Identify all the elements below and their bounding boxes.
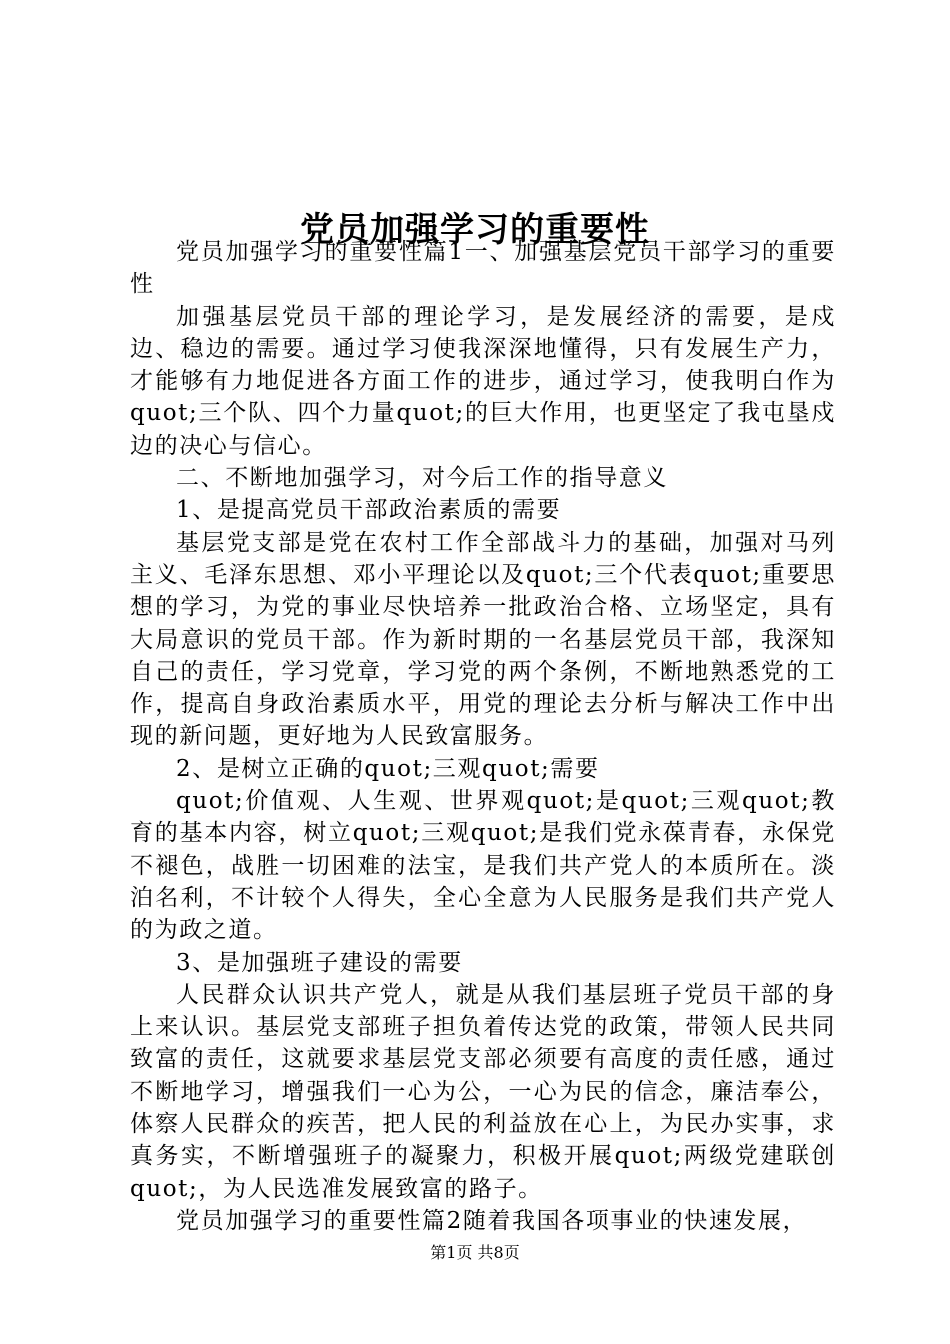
paragraph: 加强基层党员干部的理论学习，是发展经济的需要，是戍边、稳边的需要。通过学习使我深深地懂得，只有发展生产力，才能够有力地促进各方面工作的进步，通过学习，使我明白作为quot;三个队、四个力量quot;的巨大作用，也更坚定了我屯垦戍边的决心与信心。	[130, 303, 836, 459]
document-title: 党员加强学习的重要性	[300, 209, 650, 250]
subsection-heading: 2、是树立正确的quot;三观quot;需要	[176, 755, 600, 782]
paragraph: 党员加强学习的重要性篇1一、加强基层党员干部学习的重要性	[130, 239, 836, 298]
paragraph: 基层党支部是党在农村工作全部战斗力的基础，加强对马列主义、毛泽东思想、邓小平理论以及quot;三个代表quot;重要思想的学习，为党的事业尽快培养一批政治合格、立场坚定，具有大局意识的党员干部。作为新时期的一名基层党员干部，我深知自己的责任，学习党章，学习党的两个条例，不断地熟悉党的工作，提高自身政治素质水平，用党的理论去分析与解决工作中出现的新问题，更好地为人民致富服务。	[130, 529, 836, 750]
section-heading: 二、不断地加强学习，对今后工作的指导意义	[176, 465, 668, 492]
paragraph: 党员加强学习的重要性篇2随着我国各项事业的快速发展，	[176, 1207, 808, 1234]
paragraph: quot;价值观、人生观、世界观quot;是quot;三观quot;教育的基本内容，树立quot;三观quot;是我们党永葆青春，永保党不褪色，战胜一切困难的法宝，是我们共产党人的本质所在。淡泊名利，不计较个人得失，全心全意为人民服务是我们共产党人的为政之道。	[130, 788, 836, 944]
page-footer: 第1页 共8页	[430, 1243, 520, 1262]
paragraph: 人民群众认识共产党人，就是从我们基层班子党员干部的身上来认识。基层党支部班子担负着传达党的政策，带领人民共同致富的责任，这就要求基层党支部必须要有高度的责任感，通过不断地学习，增强我们一心为公，一心为民的信念，廉洁奉公，体察人民群众的疾苦，把人民的利益放在心上，为民办实事，求真务实，不断增强班子的凝聚力，积极开展quot;两级党建联创quot;，为人民选准发展致富的路子。	[130, 981, 836, 1202]
subsection-heading: 3、是加强班子建设的需要	[176, 949, 463, 976]
subsection-heading: 1、是提高党员干部政治素质的需要	[176, 497, 562, 524]
document-body	[130, 236, 836, 1237]
